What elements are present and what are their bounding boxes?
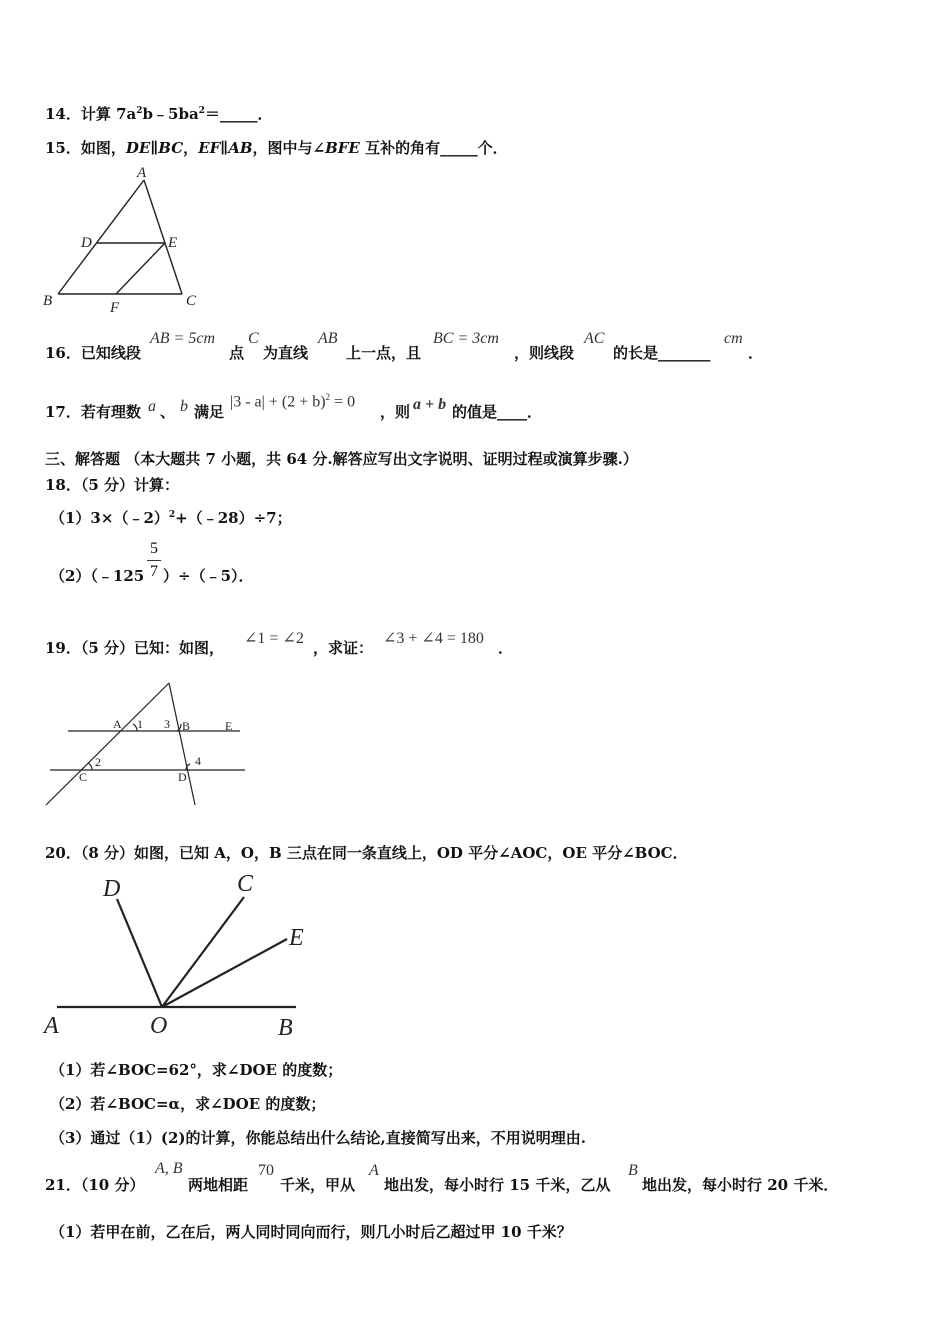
q16-expr-ab2: AB [318, 330, 338, 347]
q20-number: 20． [45, 844, 81, 862]
q19-number: 19． [45, 639, 81, 657]
fig19-label-e: E [225, 719, 233, 733]
fig19-label-a: A [113, 717, 122, 731]
q19-text-prove: ，求证： [313, 639, 374, 657]
q20-part1: （1）若∠BOC=62°，求∠DOE 的度数； [50, 1061, 343, 1079]
fig19-label-b: B [182, 719, 191, 733]
q21-part1: （1）若甲在前，乙在后，两人同时同向而行，则几小时后乙超过甲 10 千米？ [50, 1223, 572, 1241]
q21-text-speed: 地出发，每小时行 15 千米，乙从 [384, 1176, 611, 1194]
fig19-label-1: 1 [137, 717, 143, 731]
section-3-heading: 三、解答题 （本大题共 7 小题，共 64 分.解答应写出文字说明、证明过程或演算步骤.） [45, 450, 638, 468]
q20-part2: （2）若∠BOC=α，求∠DOE 的度数； [50, 1095, 326, 1113]
q17: 17．若有理数 [45, 403, 141, 421]
q16: 16．已知线段 [45, 344, 141, 362]
q18-number: 18． [45, 476, 81, 494]
q17-equation: $|3 - a| + (2 + b)^2 = 0$ [230, 392, 356, 411]
q18: 18．（5 分）计算： [45, 476, 180, 494]
q16-expr-ac: AC [584, 330, 605, 347]
q21-text-speed2: 地出发，每小时行 20 千米． [642, 1176, 839, 1194]
q16-text-point2: 上一点，且 [346, 344, 422, 362]
q21-expr-b: B [628, 1162, 638, 1179]
q16-answer-blank: 的长是_______ [613, 344, 711, 362]
q17-var-a: a [148, 398, 156, 415]
q14-number: 14． [45, 105, 81, 123]
q15-number: 15． [45, 139, 81, 157]
fig15-label-b: B [43, 293, 53, 309]
q19-to-prove: ∠3 + ∠4 = 180 [383, 630, 484, 647]
q21-text-jia: 千米，甲从 [280, 1176, 356, 1194]
fig15-label-c: C [186, 293, 197, 309]
q16-expr-c: C [248, 330, 259, 347]
q18-part1: （1）3×（﹣2）$^2$+（﹣28）÷7； [50, 509, 292, 527]
q17-number: 17． [45, 403, 81, 421]
q17-expr-sum: a + b [413, 396, 447, 413]
q17-text-then: ，则 [380, 403, 411, 421]
q18-part2: （2）（﹣125 [50, 567, 145, 585]
q16-number: 16． [45, 344, 81, 362]
q17-text-satisfy: 满足 [194, 403, 225, 421]
fig19-label-2: 2 [95, 755, 101, 769]
q20: 20．（8 分）如图，已知 A，O，B 三点在同一条直线上，OD 平分∠AOC，OE 平分∠BOC． [45, 844, 688, 862]
q14: 14．计算 $7a^2b﹣5ba^2=\_\_\_\_\_$． [45, 105, 273, 123]
figure-15-triangle [40, 160, 210, 320]
q18-fraction: 5 7 [147, 540, 161, 581]
fig19-label-c: C [79, 770, 88, 784]
fig19-label-4: 4 [195, 754, 201, 768]
q19-given: ∠1 = ∠2 [244, 630, 304, 647]
q21-number: 21． [45, 1176, 81, 1194]
q19: 19．（5 分）已知：如图， [45, 639, 225, 657]
fig20-label-b: B [278, 1015, 293, 1041]
q16-text-point: 点 [229, 344, 245, 362]
fig19-label-d: D [178, 770, 187, 784]
q15: 15．如图，DE∥BC，EF∥AB，图中与∠BFE 互补的角有_____个． [45, 139, 508, 157]
fig15-label-a: A [137, 165, 147, 181]
q21-expr-70: 70 [258, 1162, 274, 1179]
q17-answer-blank: 的值是____． [452, 403, 543, 421]
q16-expr-ab: AB = 5cm [150, 330, 215, 347]
q16-expr-bc: BC = 3cm [433, 330, 499, 347]
fig20-label-a: A [44, 1013, 59, 1039]
fig20-label-c: C [237, 871, 254, 897]
q17-var-b: b [180, 398, 188, 415]
q18-part2-tail: ）÷（﹣5）． [163, 567, 254, 585]
q16-text-segment: ，则线段 [514, 344, 575, 362]
q16-period: ． [748, 344, 764, 362]
q16-unit-cm: cm [724, 330, 743, 347]
q21-expr-a: A [369, 1162, 379, 1179]
fig19-label-3: 3 [164, 717, 170, 731]
q19-period: ． [498, 639, 514, 657]
q17-comma: 、 [160, 403, 176, 421]
fig20-label-d: D [103, 876, 121, 902]
fig15-label-e: E [168, 235, 178, 251]
q21: 21．（10 分） [45, 1176, 145, 1194]
fig20-label-e: E [289, 925, 304, 951]
figure-20-angles [40, 865, 330, 1045]
q20-part3: （3）通过（1）(2)的计算，你能总结出什么结论,直接简写出来，不用说明理由. [50, 1129, 586, 1147]
q21-expr-ab: A, B [155, 1160, 183, 1177]
fig15-label-d: D [81, 235, 92, 251]
fig15-label-f: F [110, 300, 120, 316]
q21-text-distance: 两地相距 [188, 1176, 249, 1194]
fig20-label-o: O [150, 1013, 168, 1039]
figure-19-parallel-lines [40, 675, 260, 815]
q16-text-line: 为直线 [263, 344, 309, 362]
